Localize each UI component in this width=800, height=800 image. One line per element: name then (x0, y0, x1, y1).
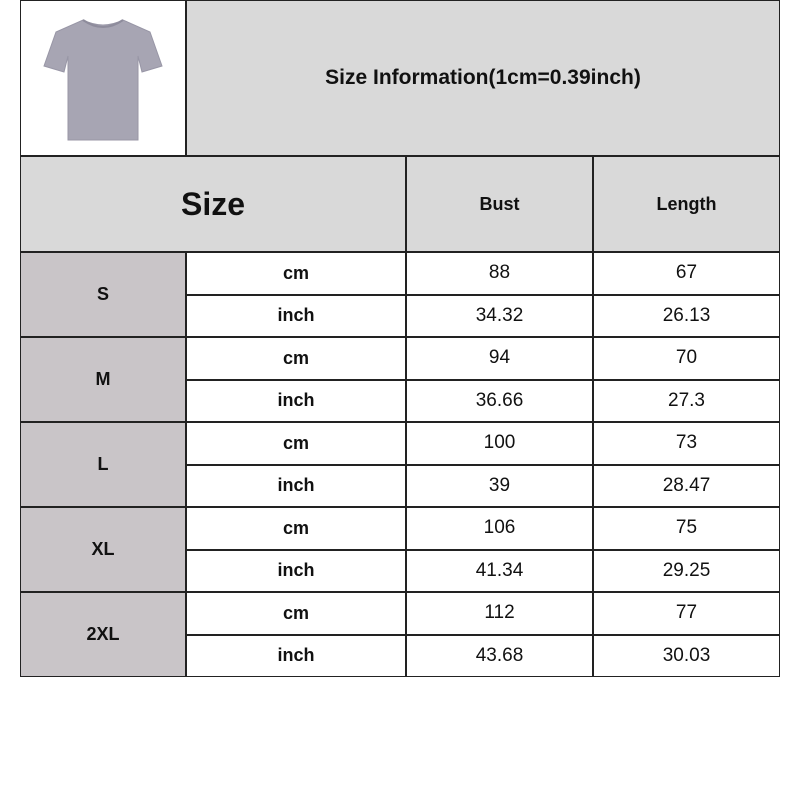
size-header: Size (20, 156, 406, 252)
length-header: Length (593, 156, 780, 252)
unit-label: cm (186, 337, 406, 380)
unit-label: cm (186, 507, 406, 550)
unit-label: inch (186, 380, 406, 423)
bust-value: 100 (406, 422, 593, 465)
bust-value: 88 (406, 252, 593, 295)
bust-value: 94 (406, 337, 593, 380)
unit-label: inch (186, 635, 406, 678)
bust-value: 41.34 (406, 550, 593, 593)
length-value: 75 (593, 507, 780, 550)
unit-label: inch (186, 465, 406, 508)
length-value: 26.13 (593, 295, 780, 338)
length-value: 28.47 (593, 465, 780, 508)
length-value: 77 (593, 592, 780, 635)
unit-label: cm (186, 592, 406, 635)
length-value: 67 (593, 252, 780, 295)
size-label: XL (20, 507, 186, 592)
size-label: M (20, 337, 186, 422)
size-label: L (20, 422, 186, 507)
length-value: 73 (593, 422, 780, 465)
unit-label: inch (186, 550, 406, 593)
length-value: 70 (593, 337, 780, 380)
size-label: 2XL (20, 592, 186, 677)
bust-value: 34.32 (406, 295, 593, 338)
bust-header: Bust (406, 156, 593, 252)
length-value: 30.03 (593, 635, 780, 678)
size-chart (20, 0, 780, 800)
bust-value: 43.68 (406, 635, 593, 678)
product-image (20, 0, 186, 156)
bust-value: 112 (406, 592, 593, 635)
tshirt-icon (38, 8, 168, 148)
bust-value: 106 (406, 507, 593, 550)
page-title: Size Information(1cm=0.39inch) (186, 0, 780, 156)
unit-label: cm (186, 252, 406, 295)
bust-value: 39 (406, 465, 593, 508)
bust-value: 36.66 (406, 380, 593, 423)
size-label: S (20, 252, 186, 337)
length-value: 27.3 (593, 380, 780, 423)
unit-label: inch (186, 295, 406, 338)
length-value: 29.25 (593, 550, 780, 593)
unit-label: cm (186, 422, 406, 465)
